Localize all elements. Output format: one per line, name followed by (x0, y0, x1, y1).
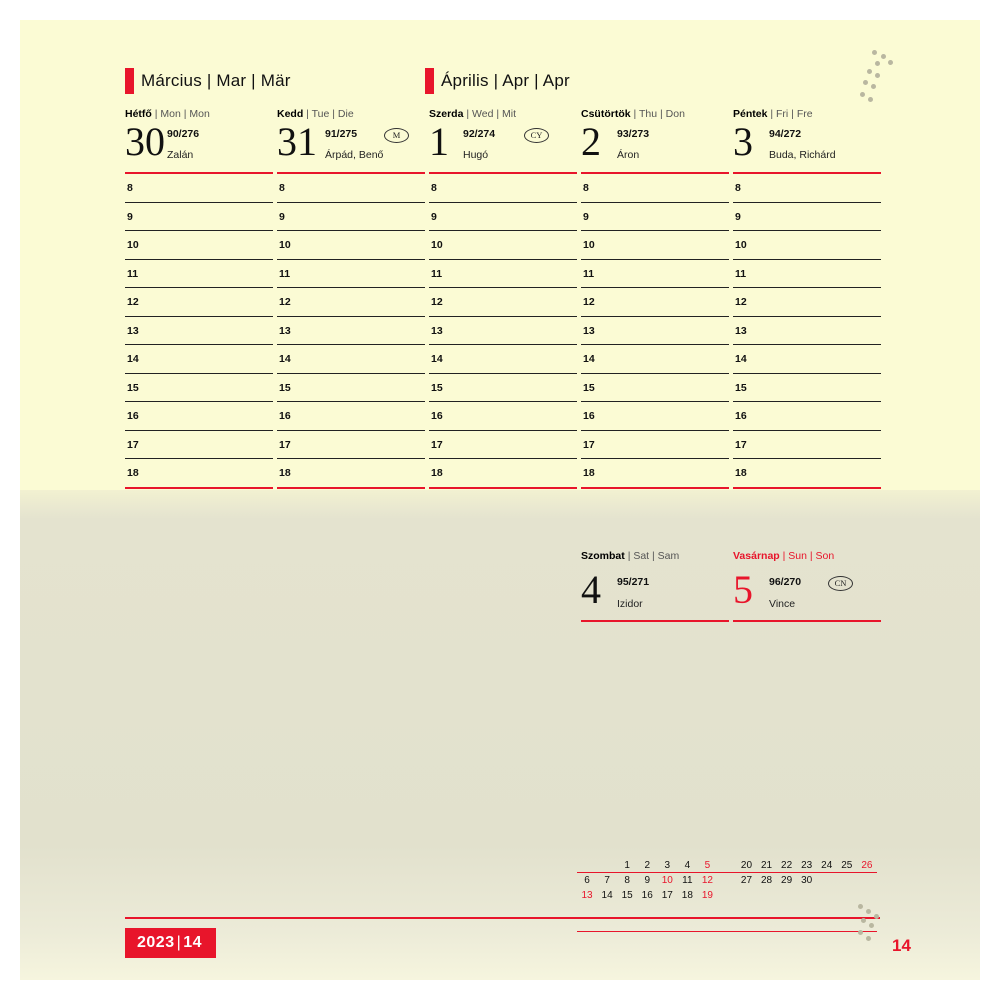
mini-calendar (577, 858, 877, 903)
badge-separator: | (176, 934, 182, 951)
hour-slot[interactable]: 17 (125, 431, 273, 460)
hour-slot[interactable]: 17 (733, 431, 881, 460)
hour-slot[interactable]: 12 (733, 288, 881, 317)
hour-slot[interactable]: 8 (581, 174, 729, 203)
month-marker-icon (425, 68, 434, 94)
mini-day[interactable]: 11 (682, 875, 693, 886)
mini-day[interactable]: 14 (601, 890, 613, 901)
hour-slot[interactable]: 17 (581, 431, 729, 460)
day-nameday: Árpád, Benő (325, 149, 384, 161)
mini-day[interactable] (837, 888, 857, 903)
hour-slot[interactable]: 14 (733, 345, 881, 374)
mini-day[interactable]: 1 (624, 860, 630, 871)
hour-slot[interactable]: 14 (429, 345, 577, 374)
month-header-april (425, 68, 570, 94)
mini-day[interactable]: 3 (664, 860, 671, 871)
day-header (733, 550, 881, 562)
mini-calendar-rule-bottom (577, 931, 877, 932)
mini-day[interactable]: 19 (701, 890, 713, 901)
day-nameday: Izidor (617, 598, 643, 610)
day-column-wednesday (429, 108, 577, 489)
moon-phase-icon: M (384, 128, 409, 143)
day-nameday: Zalán (167, 149, 194, 161)
day-fraction: 92/274 (463, 128, 496, 140)
mini-gap (717, 858, 736, 873)
day-header (581, 550, 729, 562)
hour-slot[interactable]: 10 (581, 231, 729, 260)
day-column-thursday (581, 108, 729, 489)
hour-slot[interactable]: 16 (429, 402, 577, 431)
moon-phase-icon: CN (828, 576, 853, 591)
hour-slot[interactable]: 8 (429, 174, 577, 203)
day-column-sunday (733, 550, 881, 622)
mini-day[interactable] (837, 873, 857, 888)
hour-slot[interactable]: 15 (429, 374, 577, 403)
hour-slot[interactable]: 14 (125, 345, 273, 374)
day-column-friday (733, 108, 881, 489)
day-divider (733, 620, 881, 622)
mini-day[interactable]: 25 (841, 860, 853, 871)
hour-slot[interactable]: 11 (277, 260, 425, 289)
hour-slot[interactable]: 18 (733, 459, 881, 489)
day-header-hu: Hétfő (125, 108, 152, 120)
mini-calendar-rule-top (577, 872, 877, 873)
day-divider (581, 620, 729, 622)
day-nameday: Hugó (463, 149, 489, 161)
hour-slot[interactable]: 11 (733, 260, 881, 289)
day-header-en: | Fri | Fre (770, 108, 813, 120)
mini-day[interactable]: 29 (781, 875, 793, 886)
day-header-hu: Vasárnap (733, 550, 780, 562)
hour-slot[interactable]: 16 (277, 402, 425, 431)
hour-slot[interactable]: 12 (581, 288, 729, 317)
mini-gap (717, 873, 736, 888)
hour-slot[interactable]: 11 (429, 260, 577, 289)
mini-day[interactable]: 24 (821, 860, 833, 871)
hour-slot[interactable]: 13 (429, 317, 577, 346)
mini-calendar-row (577, 858, 877, 873)
month-header-march (125, 68, 291, 94)
day-header-hu: Péntek (733, 108, 768, 120)
day-number-row (581, 568, 729, 618)
day-number: 2 (581, 119, 601, 164)
day-header (581, 108, 729, 120)
hour-slot[interactable]: 17 (277, 431, 425, 460)
hour-slot[interactable]: 11 (581, 260, 729, 289)
hour-slot[interactable]: 11 (125, 260, 273, 289)
day-fraction: 94/272 (769, 128, 802, 140)
day-header-hu: Szerda (429, 108, 464, 120)
hour-slot[interactable]: 12 (125, 288, 273, 317)
mini-day[interactable] (817, 873, 837, 888)
mini-day[interactable]: 12 (701, 875, 713, 886)
mini-day[interactable] (857, 888, 877, 903)
mini-day[interactable]: 21 (760, 860, 773, 871)
hour-slot[interactable]: 18 (429, 459, 577, 489)
day-number-row (125, 119, 273, 170)
mini-day[interactable]: 16 (641, 890, 653, 901)
day-header (733, 108, 881, 120)
year-label: 2023 (137, 934, 175, 951)
hour-slot[interactable]: 15 (733, 374, 881, 403)
day-number-row (277, 119, 425, 170)
day-nameday: Buda, Richárd (769, 149, 836, 161)
hour-slot[interactable]: 18 (581, 459, 729, 489)
day-nameday: Áron (617, 149, 640, 161)
day-number: 1 (429, 119, 449, 164)
hour-slot[interactable]: 14 (581, 345, 729, 374)
day-nameday: Vince (769, 598, 796, 610)
mini-day[interactable]: 10 (661, 875, 673, 886)
day-fraction: 90/276 (167, 128, 200, 140)
hour-slot[interactable]: 9 (581, 203, 729, 232)
hour-slot[interactable]: 17 (429, 431, 577, 460)
day-header-en: | Sat | Sam (627, 550, 680, 562)
hour-slot[interactable]: 8 (125, 174, 273, 203)
hour-slot[interactable]: 16 (581, 402, 729, 431)
mini-day[interactable]: 30 (801, 875, 813, 886)
day-number: 5 (733, 567, 753, 612)
month-marker-icon (125, 68, 134, 94)
mini-day[interactable] (817, 888, 837, 903)
hour-slot[interactable]: 9 (733, 203, 881, 232)
mini-calendar-table (577, 858, 877, 903)
mini-day[interactable]: 2 (644, 860, 650, 871)
day-column-tuesday (277, 108, 425, 489)
mini-day[interactable]: 6 (584, 875, 590, 886)
hour-slot[interactable]: 15 (125, 374, 273, 403)
day-header (429, 108, 577, 120)
hour-slot[interactable]: 13 (277, 317, 425, 346)
mini-day[interactable]: 8 (624, 875, 630, 886)
mini-day[interactable]: 27 (740, 875, 753, 886)
day-number-row (733, 119, 881, 170)
day-header-hu: Szombat (581, 550, 625, 562)
hour-slot[interactable]: 8 (277, 174, 425, 203)
mini-day[interactable] (797, 888, 817, 903)
mini-day[interactable]: 7 (604, 875, 610, 886)
month-label-march: Március | Mar | Mär (141, 71, 291, 90)
day-header-en: | Thu | Don (633, 108, 685, 120)
mini-day[interactable]: 15 (621, 890, 633, 901)
hour-list (277, 174, 425, 489)
day-fraction: 95/271 (617, 576, 650, 588)
day-header-hu: Csütörtök (581, 108, 631, 120)
day-fraction: 93/273 (617, 128, 650, 140)
mini-day[interactable]: 5 (704, 860, 711, 871)
hour-slot[interactable]: 12 (277, 288, 425, 317)
mini-day[interactable] (777, 888, 797, 903)
hour-list (581, 174, 729, 489)
hour-slot[interactable]: 9 (125, 203, 273, 232)
day-fraction: 91/275 (325, 128, 358, 140)
moon-phase-icon: CY (524, 128, 549, 143)
day-header-en: | Tue | Die (306, 108, 354, 120)
mini-day[interactable]: 28 (760, 875, 773, 886)
hour-slot[interactable]: 10 (733, 231, 881, 260)
page-number: 14 (892, 936, 911, 955)
day-number-row (733, 568, 881, 618)
day-header-en: | Sun | Son (782, 550, 835, 562)
hour-slot[interactable]: 16 (733, 402, 881, 431)
day-header-en: | Mon | Mon (154, 108, 210, 120)
day-column-monday (125, 108, 273, 489)
month-label-april: Április | Apr | Apr (441, 71, 570, 90)
hour-slot[interactable]: 10 (277, 231, 425, 260)
mini-day[interactable] (736, 888, 756, 903)
mini-calendar-row (577, 888, 877, 903)
hour-slot[interactable]: 14 (277, 345, 425, 374)
day-header-en: | Wed | Mit (466, 108, 516, 120)
hour-slot[interactable]: 8 (733, 174, 881, 203)
day-number: 3 (733, 119, 753, 164)
hour-list (733, 174, 881, 489)
hour-slot[interactable]: 18 (277, 459, 425, 489)
day-number: 31 (277, 119, 317, 164)
hour-slot[interactable]: 16 (125, 402, 273, 431)
mini-day[interactable] (577, 858, 597, 873)
hour-slot[interactable]: 13 (125, 317, 273, 346)
mini-day[interactable]: 26 (861, 860, 873, 871)
mini-day[interactable] (857, 873, 877, 888)
day-header-hu: Kedd (277, 108, 304, 120)
day-number: 4 (581, 567, 601, 612)
mini-day[interactable]: 4 (684, 860, 691, 871)
mini-day[interactable]: 22 (781, 860, 793, 871)
day-number-row (581, 119, 729, 170)
mini-day[interactable]: 17 (661, 890, 673, 901)
planner-page (20, 20, 980, 980)
hour-slot[interactable]: 10 (125, 231, 273, 260)
hour-slot[interactable]: 15 (581, 374, 729, 403)
day-column-saturday (581, 550, 729, 622)
mini-calendar-row (577, 873, 877, 888)
footer-divider (125, 917, 880, 919)
hour-slot[interactable]: 18 (125, 459, 273, 489)
mini-day[interactable] (597, 858, 617, 873)
mini-day[interactable]: 13 (581, 890, 593, 901)
hour-slot[interactable]: 12 (429, 288, 577, 317)
hour-slot[interactable]: 13 (733, 317, 881, 346)
day-number-row (429, 119, 577, 170)
hour-slot[interactable]: 10 (429, 231, 577, 260)
year-week-badge (125, 928, 216, 958)
day-number: 30 (125, 119, 165, 164)
week-label: 14 (183, 934, 203, 951)
hour-list (429, 174, 577, 489)
mini-day[interactable]: 23 (801, 860, 813, 871)
hour-slot[interactable]: 9 (277, 203, 425, 232)
hour-list (125, 174, 273, 489)
mini-gap (717, 888, 736, 903)
hour-slot[interactable]: 15 (277, 374, 425, 403)
mini-day[interactable]: 20 (740, 860, 753, 871)
hour-slot[interactable]: 9 (429, 203, 577, 232)
mini-day[interactable]: 9 (644, 875, 650, 886)
mini-day[interactable]: 18 (681, 890, 693, 901)
hour-slot[interactable]: 13 (581, 317, 729, 346)
day-fraction: 96/270 (769, 576, 802, 588)
mini-day[interactable] (757, 888, 777, 903)
